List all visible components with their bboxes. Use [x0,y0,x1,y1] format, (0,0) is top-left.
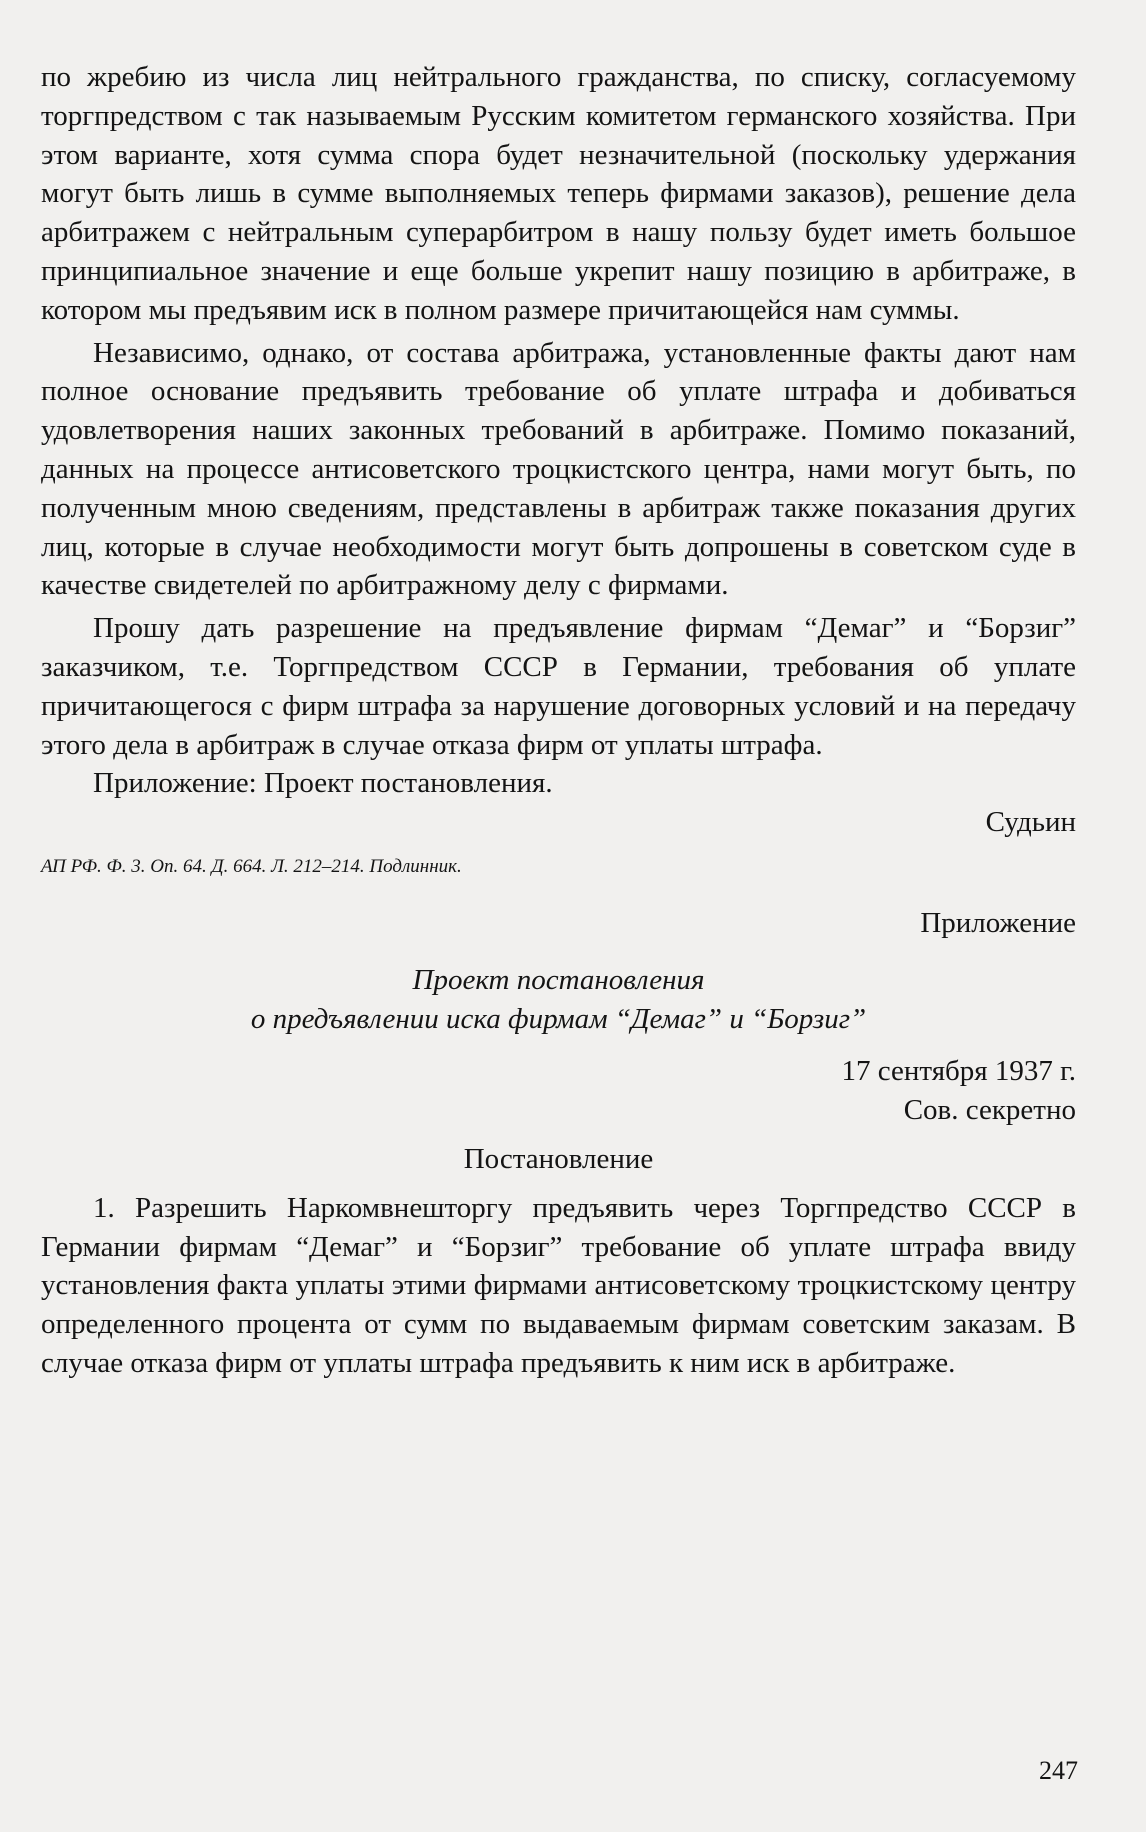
paragraph-request: Прошу дать разрешение на предъявление фирмам “Демаг” и “Борзиг” заказчиком, т.е. Торгпредством СССР в Германии, требования об уплате причитающегося с фирм штрафа за нарушение договорных условий и на передачу этого дела в арбитраж в случае отказа фирм от уплаты штрафа. [41,612,1076,761]
resolution-heading: Постановление [463,1142,654,1175]
document-page [41,58,1076,1383]
signature: Судьин [985,806,1076,839]
paragraph-continuation: по жребию из числа лиц нейтрального гражданства, по списку, согласуемому торгпредством с так называемым Русским комитетом германского хозяйства. При этом варианте, хотя сумма спора будет незначительной (поскольку удержания могут быть лишь в сумме выполняемых теперь фирмами заказов), решение дела арбитражем с нейтральным суперарбитром в нашу пользу будет иметь большое принципиальное значение и еще больше укрепит нашу позицию в арбитраже, в котором мы предъявим иск в полном размере причитающейся нам суммы. [41,61,1076,326]
page-number: 247 [1039,1756,1078,1785]
classification-mark: Сов. секретно [903,1094,1076,1127]
draft-title-line-2: о предъявлении иска фирмам “Демаг” и “Борзиг” [250,1002,867,1035]
paragraph-attachment-note: Приложение: Проект постановления. [93,767,553,800]
draft-title-line-1: Проект постановления [412,963,705,996]
archive-source: АП РФ. Ф. 3. Оп. 64. Д. 664. Л. 212–214. Подлинник. [41,855,462,877]
document-date: 17 сентября 1937 г. [841,1055,1076,1088]
resolution-item-1: 1. Разрешить Наркомвнешторгу предъявить через Торгпредство СССР в Германии фирмам “Демаг” и “Борзиг” требование об уплате штрафа ввиду установления факта уплаты этими фирмами антисоветскому троцкистскому центру определенного процента от сумм по выдаваемым фирмам советским заказам. В случае отказа фирм от уплаты штрафа предъявить к ним иск в арбитраже. [41,1191,1076,1379]
paragraph-arbitration-facts: Независимо, однако, от состава арбитража, установленные факты дают нам полное основание предъявить требование об уплате штрафа и добиваться удовлетворения наших законных требований в арбитраже. Помимо показаний, данных на процессе антисоветского троцкистского центра, нами могут быть, по полученным мною сведениям, представлены в арбитраж также показания других лиц, которые в случае необходимости могут быть допрошены в советском суде в качестве свидетелей по арбитражному делу с фирмами. [41,336,1076,602]
appendix-label: Приложение [920,906,1076,939]
draft-title [41,961,1076,1039]
